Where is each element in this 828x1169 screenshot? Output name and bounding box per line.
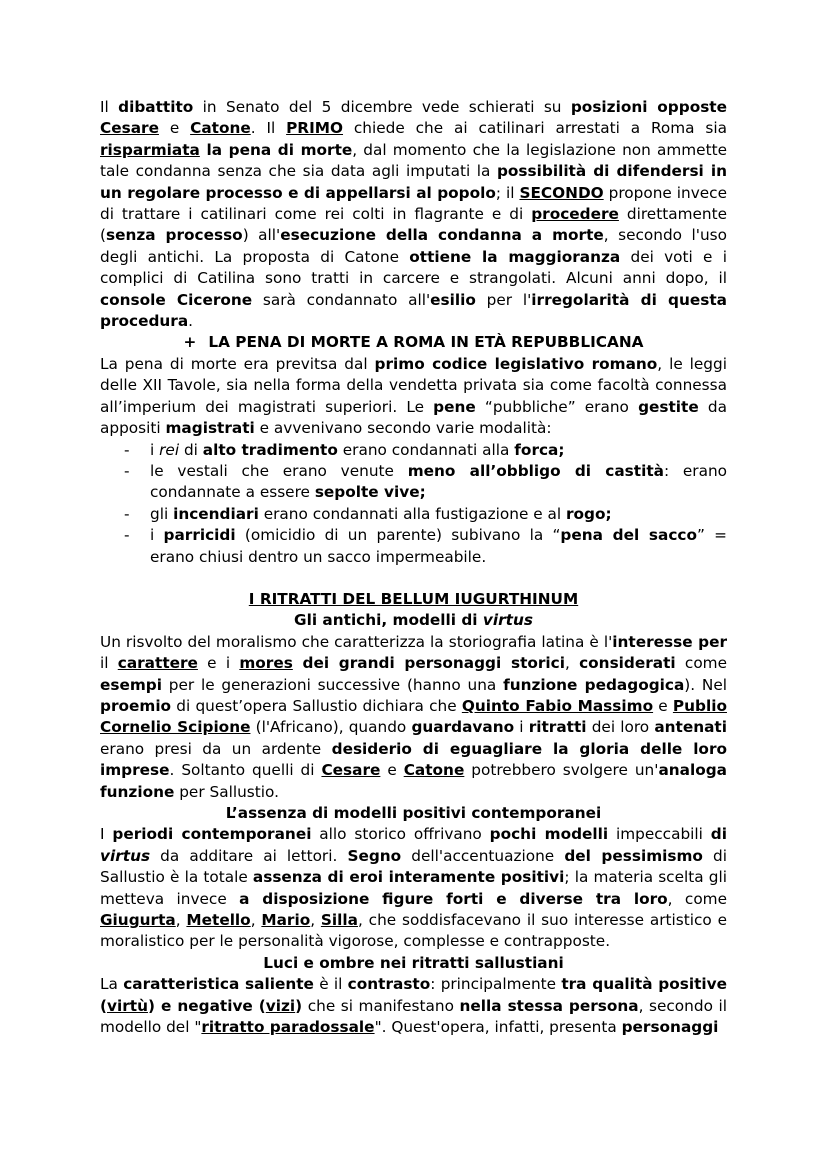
paragraph-dibattito: Il dibattito in Senato del 5 dicembre vede schierati su posizioni opposte Cesare e Catone. Il PRIMO chiede che ai catilinari arrestati a Roma sia risparmiata la pena di morte, dal momento che la legislazione non ammette tale condanna senza che sia data agli imputati la possibilità di difendersi in un regolare processo e di appellarsi al popolo; il SECONDO propone invece di trattare i catilinari come rei colti in flagrante e di procedere direttamente (senza processo) all'esecuzione della condanna a morte, secondo l'uso degli antichi. La proposta di Catone ottiene la maggioranza dei voti e i complici di Catilina sono tratti in carcere e strangolati. Alcuni anni dopo, il console Cicerone sarà condannato all'esilio per l'irregolarità di questa procedura. [100,98,728,331]
plus-icon: + [183,333,197,352]
paragraph-antichi: Un risvolto del moralismo che caratterizza la storiografia latina è l'interesse per il carattere e i mores dei grandi personaggi storici, considerati come esempi per le generazioni successive (hanno una funzione pedagogica). Nel proemio di quest’opera Sallustio dichiara che Quinto Fabio Massimo e Publio Cornelio Scipione (l'Africano), quando guardavano i ritratti dei loro antenati erano presi da un ardente desiderio di eguagliare la gloria delle loro imprese. Soltanto quelli di Cesare e Catone potrebbero svolgere un'analoga funzione per Sallustio. [100,632,728,801]
paragraph-luci-ombre: La caratteristica saliente è il contrasto: principalmente tra qualità positive (virtù) e negative (vizi) che si manifestano nella stessa persona, secondo il modello del "ritratto paradossale". Quest'opera, infatti, presenta personaggi [100,975,727,1037]
list-item: - i rei di alto tradimento erano condannati alla forca; [100,440,727,461]
paragraph-assenza: I periodi contemporanei allo storico offrivano pochi modelli impeccabili di virtus da additare ai lettori. Segno dell'accentuazione del pessimismo di Sallustio è la totale assenza di eroi interamente positivi; la materia scelta gli metteva invece a disposizione figure forti e diverse tra loro, come Giugurta, Metello, Mario, Silla, che soddisfacevano il suo interesse artistico e moralistico per le personalità vigorose, complesse e contrapposte. [100,825,728,951]
paragraph-pena-di-morte: La pena di morte era previtsa dal primo codice legislativo romano, le leggi delle XII Tavole, sia nella forma della vendetta privata sia come facoltà connessa all’imperium dei magistrati superiori. Le pene “pubbliche” erano gestite da appositi magistrati e avvenivano secondo varie modalità: [100,354,727,438]
list-item: - le vestali che erano venute meno all’obbligo di castità: erano condannate a essere sepolte vive; [100,461,727,504]
list-item: - i parricidi (omicidio di un parente) subivano la “pena del sacco” = erano chiusi dentro un sacco impermeabile. [100,525,727,568]
list-item: - gli incendiari erano condannati alla fustigazione e al rogo; [100,504,727,525]
subheading-antichi: Gli antichi, modelli di virtus [294,611,533,630]
section-heading-pena-di-morte: + LA PENA DI MORTE A ROMA IN ETÀ REPUBBLICANA [183,333,644,352]
subheading-luci-ombre: Luci e ombre nei ritratti sallustiani [263,953,564,972]
document-page [100,97,727,1038]
subheading-assenza: L’assenza di modelli positivi contemporanei [225,804,602,822]
section-title-ritratti: I RITRATTI DEL BELLUM IUGURTHINUM [248,589,579,608]
punishment-list [100,440,727,568]
